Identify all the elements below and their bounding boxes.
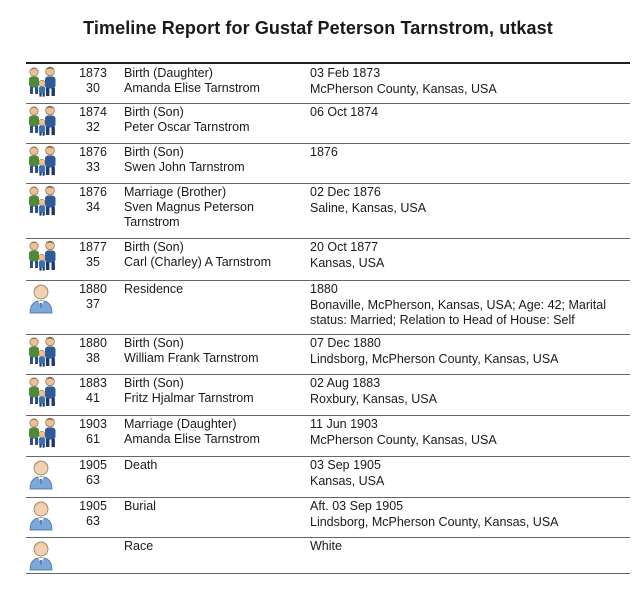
table-row <box>26 537 630 574</box>
family-icon <box>26 240 60 272</box>
table-row <box>26 64 630 104</box>
event-person: Amanda Elise Tarnstrom <box>124 81 260 95</box>
event-age: 34 <box>86 200 100 214</box>
event-age: 38 <box>86 351 100 365</box>
event-type: Burial <box>124 499 156 513</box>
event-description <box>124 185 296 230</box>
event-description <box>124 105 296 135</box>
family-icon <box>26 376 60 408</box>
event-age: 35 <box>86 255 100 269</box>
event-place: McPherson County, Kansas, USA <box>310 81 497 96</box>
family-icon <box>26 417 60 449</box>
person-icon <box>26 282 60 314</box>
event-description <box>124 539 296 554</box>
event-description <box>124 240 296 270</box>
event-type: Birth (Son) <box>124 105 184 119</box>
event-person: Fritz Hjalmar Tarnstrom <box>124 391 254 405</box>
event-place: Bonaville, McPherson, Kansas, USA; Age: 42; Marital status: Married; Relation to Head of House: Self <box>310 297 606 327</box>
event-description <box>124 145 296 175</box>
event-detail <box>310 185 628 216</box>
table-row <box>26 456 630 498</box>
event-date: 03 Sep 1905 <box>310 458 381 472</box>
table-row <box>26 143 630 184</box>
event-year: 1880 <box>79 282 107 296</box>
event-age: 37 <box>86 297 100 311</box>
event-detail <box>310 282 628 329</box>
event-date: 02 Aug 1883 <box>310 376 381 390</box>
event-type: Marriage (Brother) <box>124 185 227 199</box>
event-description <box>124 336 296 366</box>
event-description <box>124 417 296 447</box>
event-detail <box>310 458 628 489</box>
event-description <box>124 458 296 473</box>
event-description <box>124 282 296 297</box>
person-icon <box>26 499 60 531</box>
event-place: Kansas, USA <box>310 255 385 270</box>
event-person: Swen John Tarnstrom <box>124 160 245 174</box>
event-year: 1874 <box>79 105 107 119</box>
event-description <box>124 376 296 406</box>
event-date: 1876 <box>310 145 338 159</box>
event-date: 03 Feb 1873 <box>310 66 381 80</box>
event-type: Marriage (Daughter) <box>124 417 237 431</box>
event-year: 1873 <box>79 66 107 80</box>
table-row <box>26 280 630 335</box>
event-detail <box>310 417 628 448</box>
event-date: White <box>310 539 342 553</box>
event-age: 41 <box>86 391 100 405</box>
event-year: 1905 <box>79 499 107 513</box>
event-type: Residence <box>124 282 184 296</box>
event-detail <box>310 66 628 97</box>
event-date: 11 Jun 1903 <box>310 417 378 431</box>
event-type: Birth (Son) <box>124 376 184 390</box>
event-detail <box>310 539 628 555</box>
family-icon <box>26 66 60 98</box>
event-age: 32 <box>86 120 100 134</box>
event-detail <box>310 145 628 161</box>
family-icon <box>26 145 60 177</box>
event-age: 61 <box>86 432 100 446</box>
event-type: Birth (Daughter) <box>124 66 213 80</box>
event-year: 1876 <box>79 185 107 199</box>
table-row <box>26 497 630 538</box>
table-row <box>26 334 630 375</box>
event-type: Race <box>124 539 154 553</box>
table-row <box>26 415 630 457</box>
event-person: Carl (Charley) A Tarnstrom <box>124 255 272 269</box>
event-year: 1883 <box>79 376 107 390</box>
event-age: 33 <box>86 160 100 174</box>
event-person: Amanda Elise Tarnstrom <box>124 432 260 446</box>
event-detail <box>310 105 628 121</box>
event-date: 1880 <box>310 282 338 296</box>
event-date: 06 Oct 1874 <box>310 105 379 119</box>
event-type: Birth (Son) <box>124 240 184 254</box>
event-detail <box>310 240 628 271</box>
table-row <box>26 374 630 416</box>
table-row <box>26 183 630 239</box>
event-description <box>124 499 296 514</box>
event-place: Lindsborg, McPherson County, Kansas, USA <box>310 351 559 366</box>
event-age: 63 <box>86 514 100 528</box>
event-year: 1880 <box>79 336 107 350</box>
event-date: 07 Dec 1880 <box>310 336 381 350</box>
event-date: 02 Dec 1876 <box>310 185 381 199</box>
event-age: 63 <box>86 473 100 487</box>
family-icon <box>26 336 60 368</box>
event-detail <box>310 499 628 530</box>
event-place: Kansas, USA <box>310 473 385 488</box>
event-type: Death <box>124 458 158 472</box>
person-icon <box>26 539 60 571</box>
event-year: 1903 <box>79 417 107 431</box>
event-place: Roxbury, Kansas, USA <box>310 391 437 406</box>
event-place: Saline, Kansas, USA <box>310 200 427 215</box>
event-year: 1876 <box>79 145 107 159</box>
event-place: McPherson County, Kansas, USA <box>310 432 497 447</box>
event-place: Lindsborg, McPherson County, Kansas, USA <box>310 514 559 529</box>
event-date: Aft. 03 Sep 1905 <box>310 499 404 513</box>
report-title: Timeline Report for Gustaf Peterson Tarnstrom, utkast <box>83 18 553 38</box>
event-person: Peter Oscar Tarnstrom <box>124 120 250 134</box>
event-year: 1877 <box>79 240 107 254</box>
event-date: 20 Oct 1877 <box>310 240 379 254</box>
event-detail <box>310 376 628 407</box>
table-row <box>26 238 630 281</box>
event-year: 1905 <box>79 458 107 472</box>
table-row <box>26 103 630 144</box>
event-person: Sven Magnus Peterson Tarnstrom <box>124 200 254 229</box>
person-icon <box>26 458 60 490</box>
event-person: William Frank Tarnstrom <box>124 351 259 365</box>
event-description <box>124 66 296 96</box>
family-icon <box>26 185 60 217</box>
family-icon <box>26 105 60 137</box>
event-age: 30 <box>86 81 100 95</box>
event-type: Birth (Son) <box>124 336 184 350</box>
event-detail <box>310 336 628 367</box>
event-type: Birth (Son) <box>124 145 184 159</box>
